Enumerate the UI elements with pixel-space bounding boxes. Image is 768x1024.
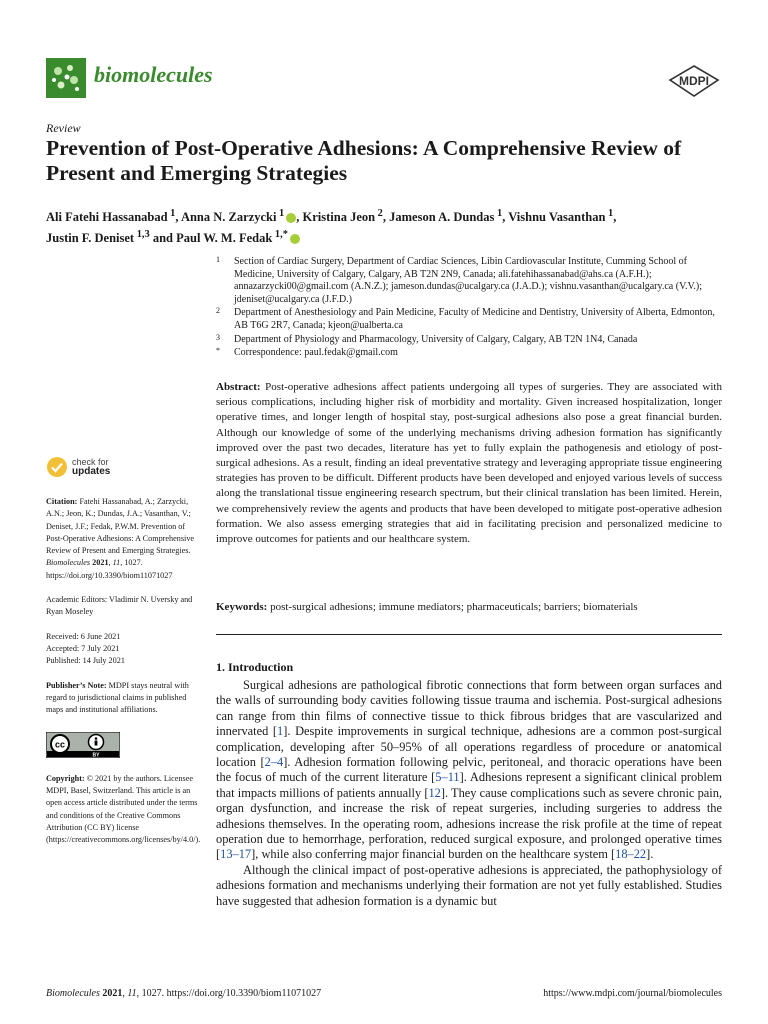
author-name: Jameson A. Dundas bbox=[389, 210, 495, 225]
citation-label: Citation: bbox=[46, 497, 78, 506]
abstract-label: Abstract: bbox=[216, 381, 261, 393]
author-separator: , bbox=[613, 210, 617, 225]
affiliation-text: Section of Cardiac Surgery, Department of Cardiac Sciences, Libin Cardiovascular Institute, Cumming School of Medicine, University of Calgary, Calgary, AB T2N 2N9, Canada; ali.fatehihassanabad@ahs.ca (A.F.H.); annazarzycki00@gmail.com (A.N.Z.); jameson.dundas@ucalgary.ca (J.A.D.); vishnu.vasanthan@ucalgary.ca (V.V.); jdeniset@ucalgary.ca (J.F.D.) bbox=[234, 256, 703, 305]
affiliation-item bbox=[216, 307, 726, 332]
citation-link[interactable]: 5–11 bbox=[435, 770, 460, 785]
author-separator: , bbox=[296, 210, 303, 225]
author-affiliation-number: 1 bbox=[167, 208, 176, 219]
affiliation-text: Correspondence: paul.fedak@gmail.com bbox=[234, 347, 398, 359]
author-separator: and bbox=[149, 231, 177, 246]
intro-text-segment: ]. bbox=[646, 847, 654, 862]
journal-name: biomolecules bbox=[94, 62, 213, 87]
introduction-body bbox=[216, 678, 722, 909]
cc-badge-text: BY bbox=[92, 752, 100, 759]
author-separator: , bbox=[382, 210, 390, 225]
mdpi-logo-icon bbox=[666, 64, 722, 98]
author-affiliation-number: 1,3 bbox=[134, 229, 150, 241]
keywords-label: Keywords: bbox=[216, 601, 268, 613]
published-date: Published: 14 July 2021 bbox=[46, 656, 125, 666]
publisher-note: Publisher’s Note: MDPI stays neutral with regard to jurisdictional claims in published maps and institutional affiliations. bbox=[46, 680, 189, 715]
author-affiliation-number: 1 bbox=[605, 208, 614, 219]
affiliation-number: 3 bbox=[216, 332, 220, 342]
affiliation-text: Department of Anesthesiology and Pain Medicine, Faculty of Medicine and Dentistry, University of Alberta, Edmonton, AB T6G 2R7, Canada; kjeon@ualberta.ca bbox=[234, 307, 715, 331]
abstract-text: Post-operative adhesions affect patients undergoing all types of surgeries. They are associated with serious complications, including higher risk of morbidity and mortality. Given increased hospitalization, longer operative times, and longer length of hospital stay, post-surgical adhesions also pose a great financial burden. Although our knowledge of some of the underlying mechanisms driving adhesion formation has significantly improved over the past two decades, literature has yet to fully explain the pathogenesis and etiology of post-surgical adhesions. As a result, finding an ideal preventative strategy and leveraging appropriate tissue engineering strategies has proven to be difficult. Different products have been developed and enjoyed various levels of success along the translational tissue engineering research spectrum, but their clinical translation has been limited. Herein, we comprehensively review the agents and products that have been developed to mitigate post-operative adhesion formation. We also assess emerging strategies that aid in facilitating precision and personalized medicine to improve outcomes for patients and our healthcare system. bbox=[216, 381, 722, 546]
footer-journal-url[interactable]: https://www.mdpi.com/journal/biomolecules bbox=[543, 988, 722, 999]
abstract bbox=[216, 380, 722, 547]
check-for-updates-line2: updates bbox=[72, 466, 111, 477]
citation-link[interactable]: 18–22 bbox=[615, 847, 647, 862]
orcid-icon[interactable] bbox=[290, 234, 300, 244]
author-name: Paul W. M. Fedak bbox=[176, 231, 273, 246]
sidebar bbox=[46, 456, 200, 859]
section-heading-introduction: 1. Introduction bbox=[216, 660, 294, 674]
affiliation-text: Department of Physiology and Pharmacology, University of Calgary, Calgary, AB T2N 1N4, Canada bbox=[234, 333, 638, 345]
academic-editors: Academic Editors: Vladimir N. Uversky and Ryan Moseley bbox=[46, 595, 193, 617]
intro-text-segment: Surgical adhesions are pathological fibrotic connections that form between organ surfaces and the walls of surrounding body cavities following tissue trauma and ischemia. Post-surgical adhesions can range from thin films of connective tissue to thick fibrous bridges that are vascularized and innervated [ bbox=[216, 678, 722, 739]
intro-paragraph-1 bbox=[216, 678, 722, 863]
affiliation-number: * bbox=[216, 346, 220, 356]
affiliation-item bbox=[216, 347, 726, 360]
check-for-updates-button[interactable] bbox=[46, 456, 200, 478]
author-name: Justin F. Deniset bbox=[46, 231, 135, 246]
intro-text-segment: ]. Adhesion formation following pelvic, peritoneal, and thoracic operations have been the focus of much of the current literature [ bbox=[216, 755, 722, 785]
author-name: Kristina Jeon bbox=[302, 210, 376, 225]
received-date: Received: 6 June 2021 bbox=[46, 631, 121, 641]
author-name: Vishnu Vasanthan bbox=[508, 210, 606, 225]
intro-text-segment: ]. They cause complications such as severe chronic pain, organ dysfunction, and increase the risk of repeat surgeries, including surgeries to address the adhesions themselves. In the operating room, adhesions increase the risk profile at the time of repeat operation due to hemorrhage, perforation, reduced surgical exposure, and prolonged operative times [ bbox=[216, 785, 722, 862]
article-title: Prevention of Post-Operative Adhesions: A Comprehensive Review of Present and Emerging Strategies bbox=[46, 136, 682, 185]
affiliation-number: 1 bbox=[216, 255, 220, 264]
dates bbox=[46, 631, 200, 668]
author-separator: , bbox=[502, 210, 509, 225]
copyright: Copyright: © 2021 by the authors. Licensee MDPI, Basel, Switzerland. This article is an open access article distributed under the terms and conditions of the Creative Commons Attribution (CC BY) license (https://creativecommons.org/licenses/by/4.0/). bbox=[46, 773, 201, 845]
check-for-updates-line1: check for bbox=[72, 457, 109, 467]
article-type: Review bbox=[46, 121, 81, 135]
author-list bbox=[46, 205, 736, 247]
accepted-date: Accepted: 7 July 2021 bbox=[46, 643, 120, 653]
biomolecules-logo-icon bbox=[46, 58, 86, 98]
author-separator: , bbox=[175, 210, 181, 225]
author-affiliation-number: 1,* bbox=[272, 229, 288, 241]
mdpi-logo-text: MDPI bbox=[679, 74, 709, 88]
keywords bbox=[216, 600, 722, 615]
author-name: Anna N. Zarzycki bbox=[180, 210, 277, 225]
section-divider bbox=[216, 634, 722, 635]
affiliation-item bbox=[216, 334, 726, 347]
check-for-updates-icon bbox=[46, 456, 68, 478]
citation-link[interactable]: 12 bbox=[428, 785, 441, 800]
orcid-icon[interactable] bbox=[286, 213, 296, 223]
author-name: Ali Fatehi Hassanabad bbox=[46, 210, 168, 225]
footer-citation: Biomolecules 2021, 11, 1027. https://doi.org/10.3390/biom11071027 bbox=[46, 988, 322, 999]
cc-by-license-icon[interactable] bbox=[46, 732, 120, 758]
citation-link[interactable]: 1 bbox=[277, 724, 284, 739]
affiliation-item bbox=[216, 256, 726, 306]
citation-link[interactable]: 2–4 bbox=[264, 755, 284, 770]
author-affiliation-number: 1 bbox=[494, 208, 503, 219]
keywords-text: post-surgical adhesions; immune mediators; pharmaceuticals; barriers; biomaterials bbox=[270, 601, 638, 613]
intro-text-segment: ]. Despite improvements in surgical technique, adhesions are a common post-surgical complication, developing after 50–95% of all operations regardless of procedure or anatomical location [ bbox=[216, 724, 722, 770]
intro-paragraph-2: Although the clinical impact of post-operative adhesions is appreciated, the pathophysiology of adhesions formation and mechanisms underlying their formation are not yet fully established. Studies have suggested that adhesion formation is a dynamic but bbox=[216, 862, 722, 908]
author-affiliation-number: 1 bbox=[276, 208, 285, 219]
citation-link[interactable]: 13–17 bbox=[220, 847, 252, 862]
citation: Citation: Fatehi Hassanabad, A.; Zarzycki, A.N.; Jeon, K.; Dundas, J.A.; Vasanthan, V.; Deniset, J.F.; Fedak, P.W.M. Prevention of Post-Operative Adhesions: A Comprehensive Review of Present and Emerging Strategies. Biomolecules 2021, 11, 1027. https://doi.org/10.3390/biom11071027 bbox=[46, 497, 195, 580]
intro-text-segment: ]. Adhesions represent a significant clinical problem that impacts millions of patients annually [ bbox=[216, 770, 723, 800]
author-affiliation-number: 2 bbox=[375, 208, 383, 219]
svg-text:cc: cc bbox=[54, 739, 66, 750]
affiliation-number: 2 bbox=[216, 306, 220, 316]
affiliations bbox=[216, 256, 726, 361]
intro-text-segment: ], while also conferring major financial burden on the healthcare system [ bbox=[251, 847, 616, 862]
